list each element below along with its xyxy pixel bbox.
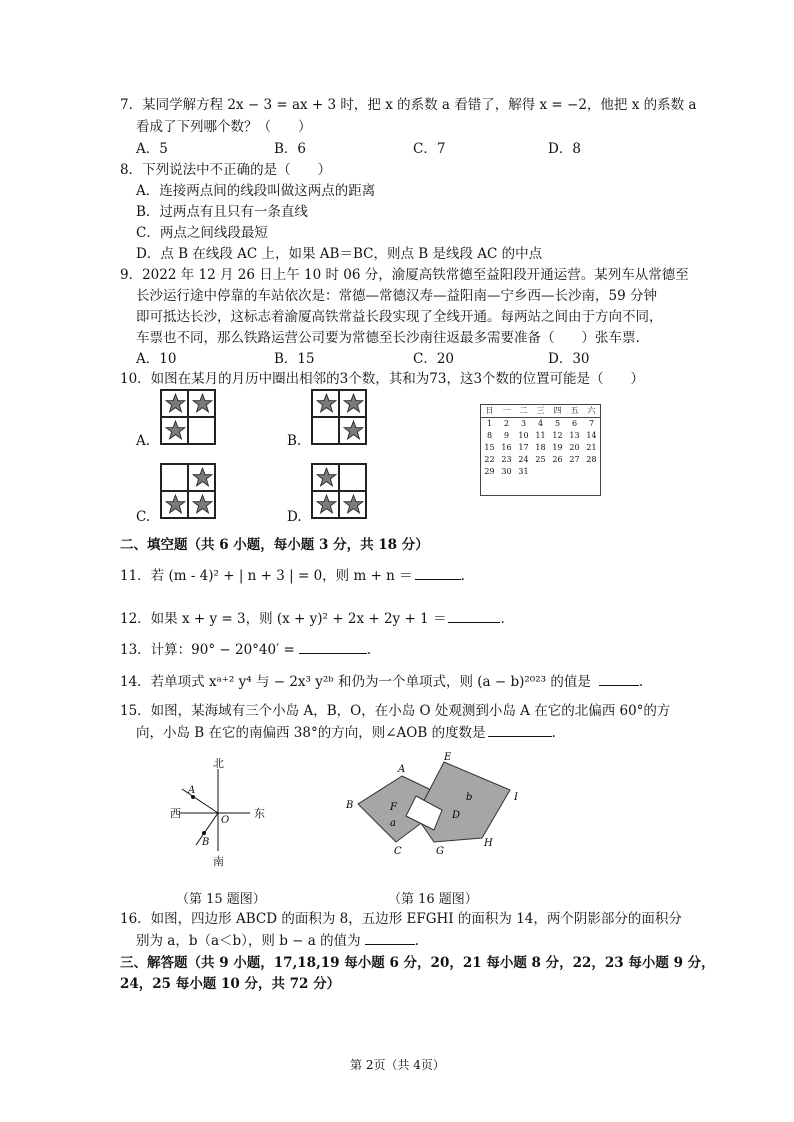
calendar-day: 9: [503, 431, 510, 440]
calendar-weekday: 四: [553, 406, 562, 415]
calendar-day: 23: [501, 455, 512, 464]
q9-option-c: C．20: [413, 351, 455, 367]
grid-cell: [161, 491, 188, 518]
q8-option-c: C．两点之间线段最短: [136, 225, 268, 241]
calendar-day: 29: [484, 467, 495, 476]
star-icon: [316, 494, 337, 515]
section-2-heading: 二、填空题（共 6 小题，每小题 3 分，共 18 分）: [120, 537, 429, 553]
calendar-day: 21: [586, 443, 597, 452]
q13: 13．计算：90° − 20°40′ = .: [120, 642, 372, 658]
calendar-day: 18: [535, 443, 546, 452]
pentagon-efghi: [416, 762, 510, 842]
calendar-day: 4: [537, 419, 544, 428]
calendar-day: 12: [552, 431, 563, 440]
q14-text: 14．若单项式 xᵃ⁺² y⁴ 与 − 2x³ y²ᵇ 和仍为一个单项式，则 (a − b)²⁰²³ 的值是: [120, 674, 591, 690]
page-footer: 第 2页（共 4页）: [350, 1058, 445, 1072]
q10-label-c: C.: [136, 509, 151, 525]
q9-line2: 长沙运行途中停靠的车站依次是：常德—常德汉寿—益阳南—宁乡西—长沙南，59 分钟: [136, 288, 657, 304]
grid-cell: [161, 417, 188, 444]
label-g: G: [436, 846, 444, 857]
label-south: 南: [213, 855, 224, 868]
grid-cell: [188, 417, 215, 444]
label-c: C: [394, 846, 402, 857]
q10-grid-d: [311, 463, 367, 519]
q16-line2: 别为 a，b（a＜b），则 b − a 的值为 .: [136, 933, 419, 949]
calendar-day: 14: [586, 431, 597, 440]
calendar-day: 16: [501, 443, 512, 452]
q7-line1: 7．某同学解方程 2x − 3 = ax + 3 时，把 x 的系数 a 看错了，解得 x = −2，他把 x 的系数 a: [120, 97, 697, 113]
grid-cell: [161, 464, 188, 491]
q7-option-b: B．6: [274, 141, 307, 157]
q9-option-b: B．15: [274, 351, 315, 367]
label-i: I: [514, 792, 518, 803]
label-east: 东: [254, 807, 265, 820]
label-b: B: [346, 800, 354, 811]
q16-answer-blank: [365, 931, 415, 945]
grid-cell: [188, 491, 215, 518]
star-icon: [192, 494, 213, 515]
q7-option-d: D．8: [548, 141, 581, 157]
calendar-day: [583, 466, 600, 478]
star-icon: [343, 393, 364, 414]
calendar-day: 13: [569, 431, 580, 440]
calendar-weekday: 二: [519, 406, 528, 415]
q11: 11．若 (m - 4)² + | n + 3 | = 0，则 m + n ＝ .: [120, 568, 465, 584]
calendar-day: 17: [518, 443, 529, 452]
calendar-weekday: 三: [536, 406, 545, 415]
calendar-day: 11: [535, 431, 546, 440]
star-icon: [343, 494, 364, 515]
q16-line1: 16．如图，四边形 ABCD 的面积为 8，五边形 EFGHI 的面积为 14，两个阴影部分的面积分: [120, 911, 682, 927]
q14-answer-blank: [599, 672, 639, 686]
grid-cell: [339, 464, 366, 491]
label-a: A: [398, 764, 406, 775]
q13-text: 13．计算：90° − 20°40′ =: [120, 642, 295, 658]
q13-answer-blank: [299, 640, 367, 654]
calendar-weekday: 日: [485, 406, 494, 415]
label-north: 北: [213, 757, 224, 770]
star-icon: [343, 420, 364, 441]
grid-cell: [312, 491, 339, 518]
q12-text: 12．如果 x + y = 3，则 (x + y)² + 2x + 2y + 1 ＝: [120, 611, 447, 627]
grid-cell: [312, 390, 339, 417]
calendar-row: [481, 466, 600, 478]
section-3-heading-line2: 24，25 每小题 10 分，共 72 分）: [120, 976, 341, 992]
grid-cell: [312, 417, 339, 444]
figure-16: [340, 750, 540, 870]
calendar-day: 22: [484, 455, 495, 464]
star-icon: [165, 494, 186, 515]
calendar-day: 31: [518, 467, 529, 476]
figure-16-caption: （第 16 题图）: [388, 892, 478, 907]
calendar-row: [481, 430, 600, 442]
q12: 12．如果 x + y = 3，则 (x + y)² + 2x + 2y + 1 ＝ .: [120, 611, 505, 627]
q9-line3: 即可抵达长沙，这标志着渝厦高铁常益长段实现了全线开通。每两站之间由于方向不同，: [136, 309, 663, 325]
calendar-day: 15: [484, 443, 495, 452]
figure-15-caption: （第 15 题图）: [176, 892, 266, 907]
calendar-weekday: 六: [587, 406, 596, 415]
grid-cell: [188, 464, 215, 491]
q9-line4: 车票也不同，那么铁路运营公司要为常德至长沙南往返最多需要准备（ ）张车票.: [136, 330, 640, 346]
q7-option-c: C．7: [413, 141, 446, 157]
calendar-row: [481, 418, 600, 430]
label-f: F: [390, 802, 397, 813]
q16-line2-text: 别为 a，b（a＜b），则 b − a 的值为: [136, 933, 361, 949]
q15-line2: 向，小岛 B 在它的南偏西 38°的方向，则∠AOB 的度数是 .: [136, 725, 556, 741]
label-west: 西: [170, 807, 181, 820]
q15-line1: 15．如图，某海域有三个小岛 A，B，O，在小岛 O 处观测到小岛 A 在它的北偏西 60°的方: [120, 703, 671, 719]
star-icon: [316, 467, 337, 488]
calendar-day: 2: [503, 419, 510, 428]
calendar-day: 25: [535, 455, 546, 464]
star-icon: [316, 393, 337, 414]
calendar-day: 24: [518, 455, 529, 464]
calendar-day: 19: [552, 443, 563, 452]
point-b: [202, 831, 206, 835]
calendar-day: 1: [486, 419, 493, 428]
grid-cell: [339, 491, 366, 518]
q8-option-a: A．连接两点间的线段叫做这两点的距离: [136, 183, 376, 199]
q8-stem: 8．下列说法中不正确的是（ ）: [120, 162, 332, 178]
calendar-day: [549, 466, 566, 478]
q8-option-b: B．过两点有且只有一条直线: [136, 204, 308, 220]
grid-cell: [339, 417, 366, 444]
figure-15: [160, 755, 280, 871]
grid-cell: [312, 464, 339, 491]
q11-text: 11．若 (m - 4)² + | n + 3 | = 0，则 m + n ＝: [120, 568, 413, 584]
q8-option-d: D．点 B 在线段 AC 上，如果 AB＝BC，则点 B 是线段 AC 的中点: [136, 246, 543, 262]
q14: 14．若单项式 xᵃ⁺² y⁴ 与 − 2x³ y²ᵇ 和仍为一个单项式，则 (a − b)²⁰²³ 的值是 .: [120, 674, 644, 690]
calendar-day: 20: [569, 443, 580, 452]
calendar-day: 26: [552, 455, 563, 464]
calendar-header: [481, 405, 600, 418]
calendar-day: 5: [554, 419, 561, 428]
region-b-label: b: [466, 792, 473, 803]
q10-stem: 10．如图在某月的月历中圈出相邻的3个数，其和为73，这3个数的位置可能是（ ）: [120, 371, 645, 387]
label-o: O: [221, 815, 230, 826]
q7-line2: 看成了下列哪个数？（ ）: [136, 119, 312, 135]
region-a-label: a: [390, 818, 396, 829]
grid-cell: [339, 390, 366, 417]
calendar-day: [532, 466, 549, 478]
calendar-day: 8: [486, 431, 493, 440]
calendar-day: 3: [520, 419, 527, 428]
label-a: A: [188, 785, 196, 796]
q15-answer-blank: [488, 723, 552, 737]
calendar-row: [481, 454, 600, 466]
q10-grid-c: [160, 463, 216, 519]
q15-line2-text: 向，小岛 B 在它的南偏西 38°的方向，则∠AOB 的度数是: [136, 725, 486, 741]
q12-answer-blank: [448, 609, 500, 623]
q10-label-b: B.: [287, 433, 302, 449]
q10-label-a: A.: [136, 433, 151, 449]
q11-answer-blank: [415, 566, 461, 580]
q9-option-a: A．10: [136, 351, 177, 367]
star-icon: [165, 393, 186, 414]
label-e: E: [444, 752, 452, 763]
calendar-day: 7: [588, 419, 595, 428]
q10-grid-b: [311, 389, 367, 445]
month-calendar: [480, 404, 601, 496]
q10-label-d: D.: [287, 509, 302, 525]
q7-option-a: A．5: [136, 141, 168, 157]
grid-cell: [161, 390, 188, 417]
calendar-weekday: 一: [502, 406, 511, 415]
q9-line1: 9．2022 年 12 月 26 日上午 10 时 06 分，渝厦高铁常德至益阳段开通运营。某列车从常德至: [120, 267, 689, 283]
star-icon: [192, 467, 213, 488]
calendar-day: [566, 466, 583, 478]
q9-option-d: D．30: [548, 351, 590, 367]
section-3-heading-line1: 三、解答题（共 9 小题，17,18,19 每小题 6 分，20，21 每小题 8 分，22，23 每小题 9 分，: [120, 955, 715, 971]
calendar-day: 30: [501, 467, 512, 476]
calendar-day: 27: [569, 455, 580, 464]
calendar-row: [481, 442, 600, 454]
star-icon: [192, 393, 213, 414]
calendar-weekday: 五: [570, 406, 579, 415]
calendar-day: 6: [571, 419, 578, 428]
star-icon: [165, 420, 186, 441]
q10-grid-a: [160, 389, 216, 445]
calendar-day: 10: [518, 431, 529, 440]
label-d: D: [452, 810, 461, 821]
calendar-day: 28: [586, 455, 597, 464]
grid-cell: [188, 390, 215, 417]
label-b: B: [202, 837, 210, 848]
label-h: H: [484, 838, 493, 849]
